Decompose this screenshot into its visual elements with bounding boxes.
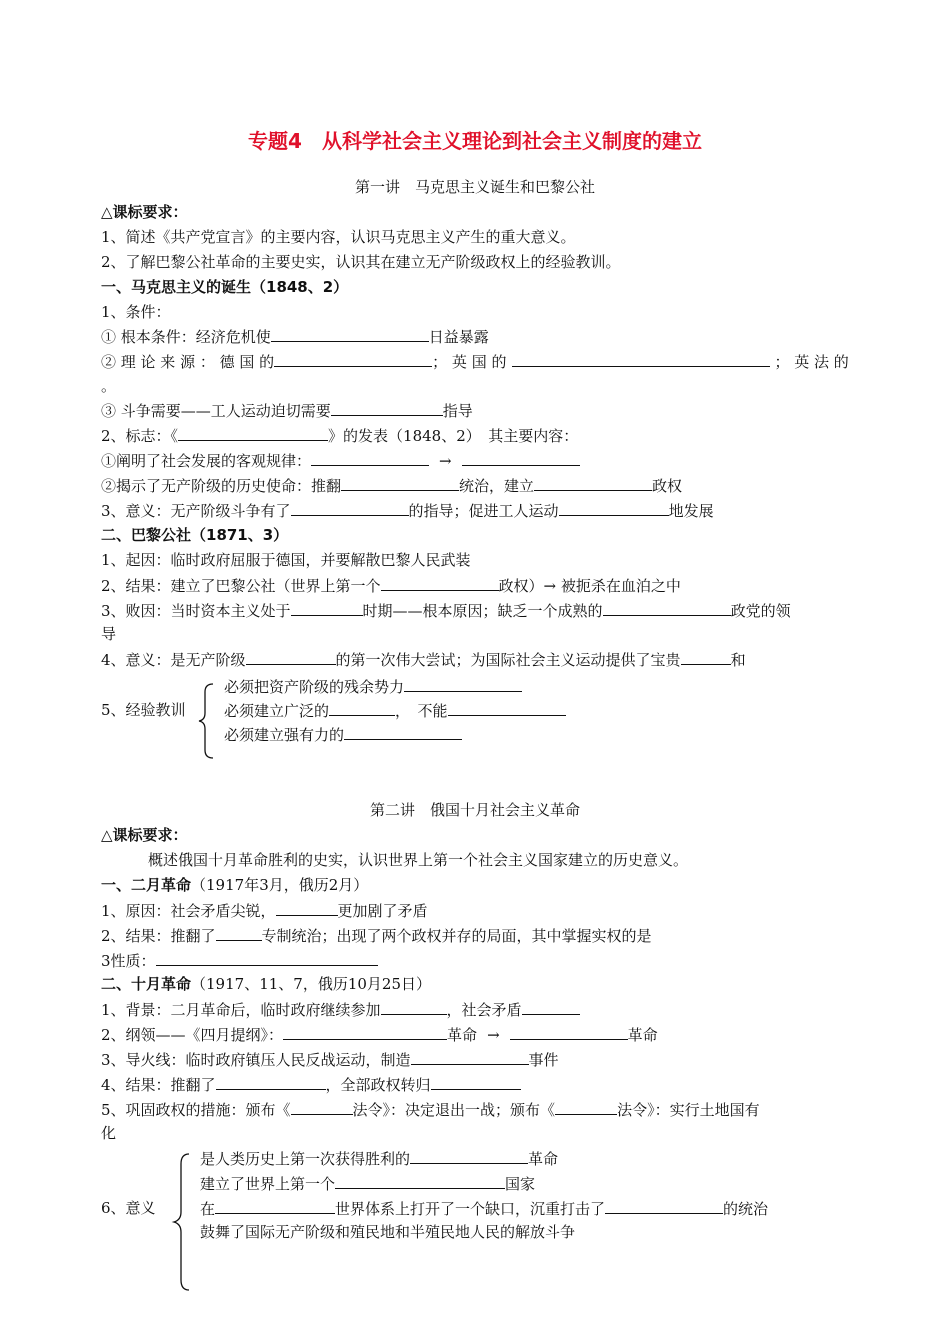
text: 2、标志：《 [101,427,179,445]
text: 5、巩固政权的措施：颁布《 [101,1101,291,1119]
text: 指导 [442,402,473,420]
lecture2-heading: 第二讲 俄国十月社会主义革命 [369,801,580,819]
fill-blank[interactable] [411,1049,529,1065]
text: 地发展 [668,502,714,520]
fill-blank[interactable] [404,676,522,692]
page-title: 专题4 从科学社会主义理论到社会主义制度的建立 [248,129,702,153]
text: 3、导火线：临时政府镇压人民反战运动，制造 [101,1051,411,1069]
text: ② 理 论 来 源 ： 德 国 的 [101,353,275,371]
text: 和 [730,651,746,669]
text: ，全部政权转归 [325,1076,431,1094]
text: 革命 [447,1026,478,1044]
l2-significance-label: 6、意义 [101,1199,156,1217]
l1-requirements-label: △课标要求： [101,203,188,221]
text: 世界体系上打开了一个缺口，沉重打击了 [335,1200,606,1218]
fill-blank[interactable] [271,326,429,342]
fill-blank[interactable] [555,1099,617,1115]
l2-requirements-label: △课标要求： [101,826,188,844]
fill-blank[interactable] [341,475,459,491]
text: 必须建立广泛的 [224,702,330,720]
l2-requirement-1: 概述俄国十月革命胜利的史实，认识世界上第一个社会主义国家建立的历史意义。 [148,851,689,869]
text: 必须把资产阶级的残余势力 [224,678,405,696]
brace-icon [170,1152,192,1292]
text: 日益暴露 [428,328,489,346]
text: 法令》：实行土地国有 [617,1101,760,1119]
text: 革命 [528,1150,559,1168]
text: 是人类历史上第一次获得胜利的 [200,1150,411,1168]
l1-condition-3 [101,400,473,421]
l2-oct-trigger [101,1049,559,1070]
l2-feb-nature [101,950,378,971]
l1-paris-failure [101,600,791,621]
text: 法令》：决定退出一战；颁布《 [352,1101,556,1119]
text: （1917年3月，俄历2月） [191,876,369,894]
fill-blank[interactable] [216,1074,326,1090]
text: 革命 [627,1026,658,1044]
text: 4、结果：推翻了 [101,1076,216,1094]
fill-blank[interactable] [512,351,770,367]
fill-blank[interactable] [311,450,429,466]
text: ，社会矛盾 [446,1001,522,1019]
fill-blank[interactable] [335,1173,505,1189]
l2-feb-cause [101,900,428,921]
text: 2、纲领——《四月提纲》： [101,1026,284,1044]
fill-blank[interactable] [681,649,731,665]
l2-oct-background [101,999,580,1020]
fill-blank[interactable] [448,700,566,716]
text: 政权 [652,477,683,495]
arrow-icon: → [439,452,452,470]
l1-marker [101,425,578,446]
l1-paris-failure-cont: 导 [101,625,117,643]
fill-blank[interactable] [381,999,447,1015]
text: 1、背景：二月革命后，临时政府继续参加 [101,1001,381,1019]
l1-condition-2-cont: 。 [101,377,117,395]
fill-blank[interactable] [291,1099,353,1115]
text: 》的发表（1848、2） 其主要内容： [328,427,579,445]
fill-blank[interactable] [291,500,409,516]
text: ①阐明了社会发展的客观规律： [101,452,312,470]
l1-section-2-heading: 二、巴黎公社（1871、3） [101,526,289,544]
text: ； 英 法 的 [774,353,849,371]
text: 2、结果：建立了巴黎公社（世界上第一个 [101,577,381,595]
l1-conditions-label: 1、条件： [101,303,171,321]
fill-blank[interactable] [605,1198,723,1214]
text: 在 [200,1200,216,1218]
fill-blank[interactable] [246,649,336,665]
text: ， 不能 [395,702,448,720]
l1-lesson-1 [224,676,522,697]
fill-blank[interactable] [178,425,328,441]
fill-blank[interactable] [274,351,432,367]
fill-blank[interactable] [215,1198,335,1214]
text: 更加剧了矛盾 [337,902,428,920]
arrow-icon: → [487,1026,500,1044]
text: ③ 斗争需要——工人运动迫切需要 [101,402,331,420]
brace-icon [196,682,216,760]
l1-section-1-heading: 一、马克思主义的诞生（1848、2） [101,278,349,296]
l1-requirement-1: 1、简述《共产党宣言》的主要内容，认识马克思主义产生的重大意义。 [101,228,576,246]
l2-section-1-heading [101,875,368,895]
l1-lesson-2 [224,700,566,721]
lecture1-heading: 第一讲 马克思主义诞生和巴黎公社 [354,178,595,196]
text: 一、二月革命 [101,876,192,894]
text: 3性质： [101,952,156,970]
l1-condition-1 [101,326,489,347]
fill-blank[interactable] [216,925,262,941]
text: 的指导；促进工人运动 [408,502,559,520]
text: 的统治 [723,1200,769,1218]
fill-blank[interactable] [559,500,669,516]
text: 时期——根本原因；缺乏一个成熟的 [362,602,603,620]
text: 3、败因：当时资本主义处于 [101,602,291,620]
fill-blank[interactable] [510,1024,628,1040]
l1-paris-significance [101,649,746,670]
l2-oct-result [101,1074,521,1095]
fill-blank[interactable] [522,999,580,1015]
fill-blank[interactable] [381,575,499,591]
fill-blank[interactable] [603,600,731,616]
l1-paris-cause: 1、起因：临时政府屈服于德国，并要解散巴黎人民武装 [101,551,471,569]
text: 2、结果：推翻了 [101,927,216,945]
l2-significance-2 [200,1173,535,1194]
l1-lessons-label: 5、经验教训 [101,701,186,719]
l2-oct-program [101,1024,658,1045]
text: 的第一次伟大尝试；为国际社会主义运动提供了宝贵 [335,651,681,669]
text: 国家 [505,1175,536,1193]
l2-feb-result [101,925,652,946]
text: 政党的领 [730,602,791,620]
l2-oct-measures-cont: 化 [101,1124,117,1142]
fill-blank[interactable] [329,700,395,716]
fill-blank[interactable] [156,950,378,966]
fill-blank[interactable] [291,600,363,616]
text: 事件 [528,1051,559,1069]
fill-blank[interactable] [534,475,652,491]
fill-blank[interactable] [331,400,443,416]
l1-lesson-3 [224,724,462,745]
fill-blank[interactable] [431,1074,521,1090]
l1-paris-result [101,575,681,596]
l2-significance-4: 鼓舞了国际无产阶级和殖民地和半殖民地人民的解放斗争 [200,1223,576,1241]
fill-blank[interactable] [410,1148,528,1164]
text: 3、意义：无产阶级斗争有了 [101,502,291,520]
text: 统治，建立 [459,477,535,495]
text: （1917、11、7，俄历10月25日） [191,975,431,993]
text: 政权）→ 被扼杀在血泊之中 [498,577,681,595]
l2-significance-1 [200,1148,558,1169]
fill-blank[interactable] [276,900,338,916]
text: 4、意义：是无产阶级 [101,651,246,669]
text: ； 英 国 的 [432,353,507,371]
l1-marker-content-2 [101,475,682,496]
text: ②揭示了无产阶级的历史使命：推翻 [101,477,342,495]
fill-blank[interactable] [283,1024,447,1040]
l2-section-2-heading [101,974,431,994]
text: 必须建立强有力的 [224,726,345,744]
text: 1、原因：社会矛盾尖锐， [101,902,276,920]
l2-significance-3 [200,1198,768,1219]
l1-significance [101,500,714,521]
text: ① 根本条件：经济危机使 [101,328,271,346]
l1-marker-content-1 [101,450,580,471]
l2-oct-measures [101,1099,760,1120]
fill-blank[interactable] [344,724,462,740]
text: 建立了世界上第一个 [200,1175,336,1193]
l1-condition-2 [101,351,851,372]
l1-requirement-2: 2、了解巴黎公社革命的主要史实，认识其在建立无产阶级政权上的经验教训。 [101,253,621,271]
fill-blank[interactable] [462,450,580,466]
text: 二、十月革命 [101,975,192,993]
text: 专制统治；出现了两个政权并存的局面，其中掌握实权的是 [261,927,652,945]
